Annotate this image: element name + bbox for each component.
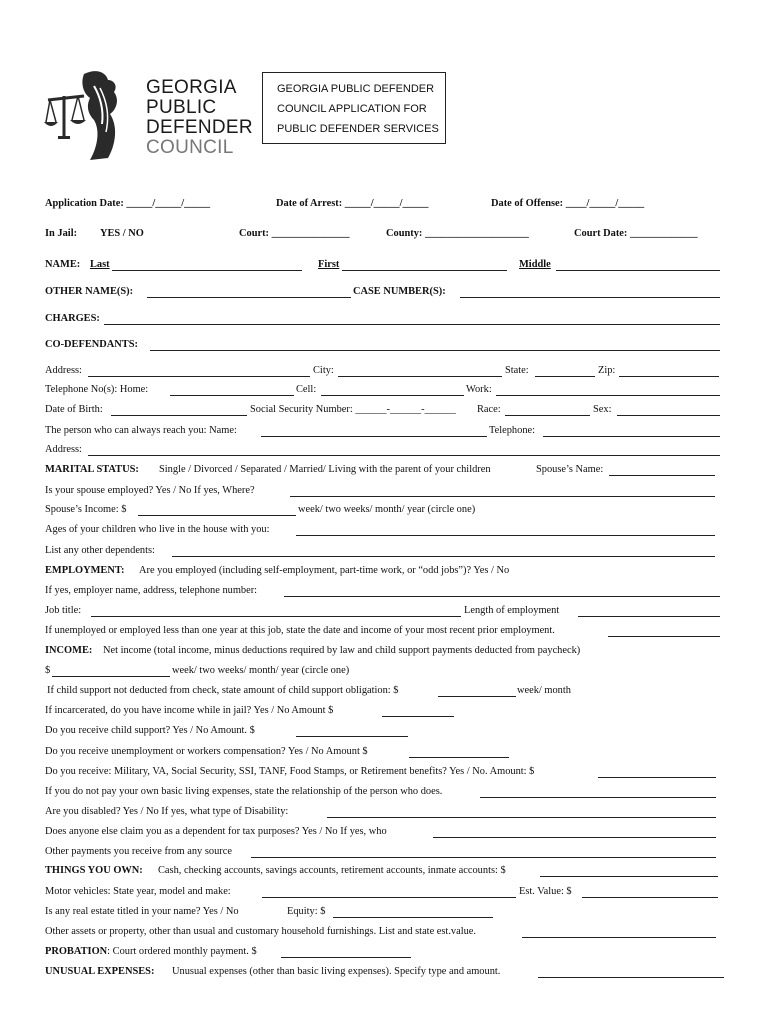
- telephone-cell-label: Cell:: [296, 384, 317, 395]
- disabled-line[interactable]: [327, 817, 716, 818]
- vehicle-value-label: Est. Value: $: [519, 886, 572, 897]
- probation-label: PROBATION: [45, 946, 108, 957]
- living-expenses-label: If you do not pay your own basic living expenses, state the relationship of the person who does.: [45, 786, 443, 797]
- vehicle-value-line[interactable]: [582, 897, 718, 898]
- date-of-arrest-field[interactable]: Date of Arrest: _____/_____/_____: [276, 198, 429, 209]
- children-ages-label: Ages of your children who live in the house with you:: [45, 524, 270, 535]
- income-amount-line[interactable]: [52, 676, 170, 677]
- contact-address-label: Address:: [45, 444, 82, 455]
- employment-question[interactable]: Are you employed (including self-employment, part-time work, or “odd jobs”)? Yes / No: [139, 565, 510, 576]
- benefits-line[interactable]: [598, 777, 716, 778]
- child-support-obligation-line[interactable]: [438, 696, 516, 697]
- spouse-employed-line[interactable]: [290, 496, 715, 497]
- title-line-2: COUNCIL APPLICATION FOR: [277, 103, 427, 115]
- marital-status-label: MARITAL STATUS:: [45, 464, 139, 475]
- income-description: Net income (total income, minus deductions required by law and child support payments deducted from paycheck): [103, 645, 581, 656]
- logo-line-2: PUBLIC: [146, 97, 217, 118]
- telephone-work-line[interactable]: [496, 395, 720, 396]
- charges-line[interactable]: [104, 324, 720, 325]
- employment-length-label: Length of employment: [464, 605, 560, 616]
- accounts-line[interactable]: [540, 876, 718, 877]
- codefendants-label: CO-DEFENDANTS:: [45, 339, 138, 350]
- county-field[interactable]: County: ____________________: [386, 228, 529, 239]
- income-period[interactable]: week/ two weeks/ month/ year (circle one): [172, 665, 350, 676]
- receive-child-support-line[interactable]: [296, 736, 408, 737]
- name-middle-label: Middle: [519, 259, 551, 270]
- employer-label: If yes, employer name, address, telephone number:: [45, 585, 258, 596]
- logo-line-4: COUNCIL: [146, 137, 234, 158]
- motor-vehicles-line[interactable]: [262, 897, 516, 898]
- jail-income-line[interactable]: [382, 716, 454, 717]
- city-line[interactable]: [338, 376, 502, 377]
- employer-line[interactable]: [284, 596, 720, 597]
- charges-label: CHARGES:: [45, 313, 100, 324]
- real-estate-label: Is any real estate titled in your name? Yes / No: [45, 906, 239, 917]
- accounts-label: Cash, checking accounts, savings accounts, retirement accounts, inmate accounts: $: [158, 865, 506, 876]
- child-support-obligation-label: If child support not deducted from check, state amount of child support obligation: $: [47, 685, 399, 696]
- other-payments-label: Other payments you receive from any source: [45, 846, 232, 857]
- application-date-field[interactable]: Application Date: _____/_____/_____: [45, 198, 211, 209]
- income-label: INCOME:: [45, 645, 93, 656]
- unemployment-comp-line[interactable]: [409, 757, 509, 758]
- income-dollar-label: $: [45, 665, 51, 676]
- in-jail-yes-no[interactable]: YES / NO: [100, 228, 144, 239]
- telephone-cell-line[interactable]: [321, 395, 464, 396]
- benefits-label: Do you receive: Military, VA, Social Security, SSI, TANF, Food Stamps, or Retirement benefits? Yes / No. Amount: $: [45, 766, 535, 777]
- telephone-work-label: Work:: [466, 384, 492, 395]
- city-label: City:: [313, 365, 334, 376]
- scales-of-justice-figure-icon: [44, 66, 142, 166]
- dob-label: Date of Birth:: [45, 404, 103, 415]
- motor-vehicles-label: Motor vehicles: State year, model and make:: [45, 886, 231, 897]
- spouse-income-line[interactable]: [138, 515, 296, 516]
- form-title-box: [262, 72, 446, 144]
- unemployment-comp-label: Do you receive unemployment or workers compensation? Yes / No Amount $: [45, 746, 368, 757]
- job-title-label: Job title:: [45, 605, 82, 616]
- race-label: Race:: [477, 404, 501, 415]
- zip-label: Zip:: [598, 365, 616, 376]
- probation-line[interactable]: [281, 957, 411, 958]
- zip-line[interactable]: [619, 376, 719, 377]
- tax-dependent-label: Does anyone else claim you as a dependent for tax purposes? Yes / No If yes, who: [45, 826, 387, 837]
- living-expenses-line[interactable]: [480, 797, 716, 798]
- court-field[interactable]: Court: _______________: [239, 228, 350, 239]
- contact-person-label: The person who can always reach you: Name:: [45, 425, 237, 436]
- things-you-own-label: THINGS YOU OWN:: [45, 865, 143, 876]
- dependents-label: List any other dependents:: [45, 545, 155, 556]
- spouse-income-period[interactable]: week/ two weeks/ month/ year (circle one): [298, 504, 476, 515]
- name-last-line[interactable]: [112, 270, 302, 271]
- disabled-label: Are you disabled? Yes / No If yes, what type of Disability:: [45, 806, 289, 817]
- probation-row: [45, 946, 257, 957]
- marital-status-options[interactable]: Single / Divorced / Separated / Married/ Living with the parent of your children: [159, 464, 491, 475]
- sex-line[interactable]: [617, 415, 720, 416]
- name-first-line[interactable]: [342, 270, 507, 271]
- in-jail-label: In Jail:: [45, 228, 78, 239]
- ssn-field[interactable]: Social Security Number: ______-______-______: [250, 404, 456, 415]
- state-label: State:: [505, 365, 529, 376]
- unusual-expenses-label: UNUSUAL EXPENSES:: [45, 966, 155, 977]
- other-assets-line[interactable]: [522, 937, 716, 938]
- dependents-line[interactable]: [172, 556, 715, 557]
- name-first-label: First: [318, 259, 340, 270]
- title-line-1: GEORGIA PUBLIC DEFENDER: [277, 83, 435, 95]
- other-names-line[interactable]: [147, 297, 351, 298]
- jail-income-label: If incarcerated, do you have income while in jail? Yes / No Amount $: [45, 705, 334, 716]
- contact-telephone-line[interactable]: [543, 436, 720, 437]
- probation-text: : Court ordered monthly payment. $: [107, 946, 257, 957]
- name-last-label: Last: [90, 259, 110, 270]
- prior-employment-label: If unemployed or employed less than one year at this job, state the date and income of your most recent prior employment.: [45, 625, 555, 636]
- other-names-label: OTHER NAME(S):: [45, 286, 134, 297]
- state-line[interactable]: [535, 376, 595, 377]
- employment-length-line[interactable]: [578, 616, 720, 617]
- case-number-line[interactable]: [460, 297, 720, 298]
- telephone-home-label: Telephone No(s): Home:: [45, 384, 149, 395]
- contact-telephone-label: Telephone:: [489, 425, 536, 436]
- case-number-label: CASE NUMBER(S):: [353, 286, 446, 297]
- child-support-period[interactable]: week/ month: [517, 685, 571, 696]
- job-title-line[interactable]: [91, 616, 461, 617]
- address-line[interactable]: [88, 376, 310, 377]
- tax-dependent-line[interactable]: [433, 837, 716, 838]
- logo-wordmark: [146, 78, 253, 158]
- name-middle-line[interactable]: [556, 270, 720, 271]
- spouse-name-line[interactable]: [609, 475, 715, 476]
- race-line[interactable]: [505, 415, 590, 416]
- date-of-offense-field[interactable]: Date of Offense: ____/_____/_____: [491, 198, 645, 209]
- receive-child-support-label: Do you receive child support? Yes / No Amount. $: [45, 725, 255, 736]
- contact-person-line[interactable]: [261, 436, 487, 437]
- spouse-income-label: Spouse’s Income: $: [45, 504, 127, 515]
- contact-address-line[interactable]: [88, 455, 720, 456]
- prior-employment-line[interactable]: [608, 636, 720, 637]
- logo-line-1: GEORGIA: [146, 77, 237, 98]
- name-label: NAME:: [45, 259, 81, 270]
- spouse-name-label: Spouse’s Name:: [536, 464, 604, 475]
- logo-line-3: DEFENDER: [146, 117, 253, 138]
- children-ages-line[interactable]: [296, 535, 715, 536]
- telephone-home-line[interactable]: [170, 395, 294, 396]
- gpdc-logo: [44, 66, 253, 166]
- court-date-field[interactable]: Court Date: _____________: [574, 228, 698, 239]
- sex-label: Sex:: [593, 404, 612, 415]
- dob-line[interactable]: [111, 415, 247, 416]
- employment-label: EMPLOYMENT:: [45, 565, 125, 576]
- equity-line[interactable]: [333, 917, 493, 918]
- equity-label: Equity: $: [287, 906, 326, 917]
- other-assets-label: Other assets or property, other than usual and customary household furnishings. List and state est.value.: [45, 926, 477, 937]
- other-payments-line[interactable]: [251, 857, 716, 858]
- address-label: Address:: [45, 365, 82, 376]
- unusual-expenses-text: Unusual expenses (other than basic living expenses). Specify type and amount.: [172, 966, 501, 977]
- unusual-expenses-line[interactable]: [538, 977, 724, 978]
- codefendants-line[interactable]: [150, 350, 720, 351]
- spouse-employed-label: Is your spouse employed? Yes / No If yes, Where?: [45, 485, 255, 496]
- title-line-3: PUBLIC DEFENDER SERVICES: [277, 123, 439, 135]
